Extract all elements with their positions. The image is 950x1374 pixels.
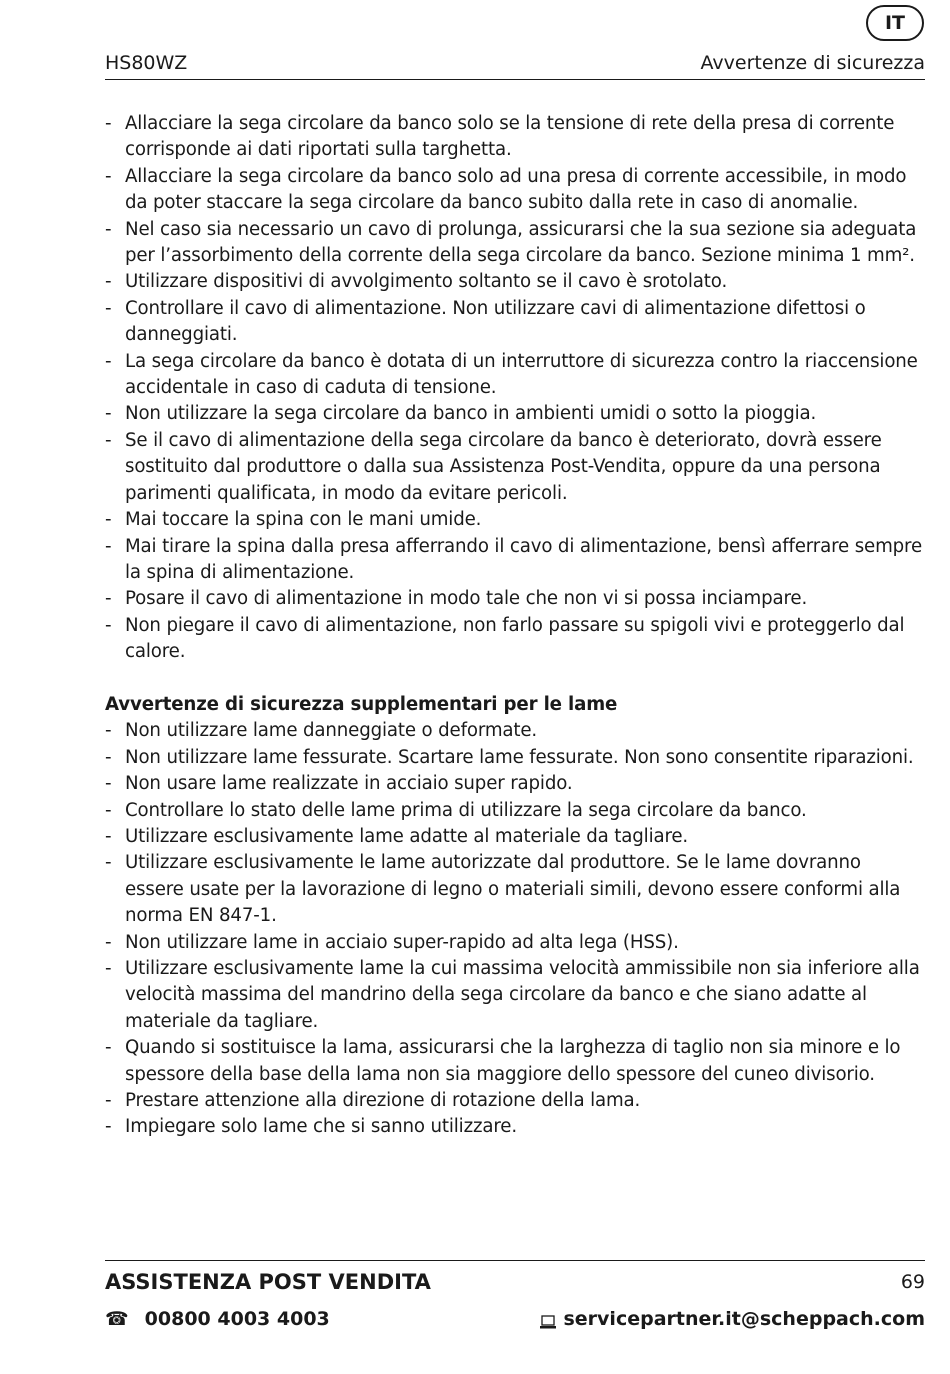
list-item: - Nel caso sia necessario un cavo di prolunga, assicurarsi che la sua sezione sia adeguata per l’assorbimento della corrente della sega circolare da banco. Sezione minima 1 mm². [105, 217, 925, 270]
header-section-title: Avvertenze di sicurezza [700, 52, 925, 74]
list-item: - Mai toccare la spina con le mani umide. [105, 507, 925, 533]
list-item: - Utilizzare esclusivamente lame la cui massima velocità ammissibile non sia inferiore alla velocità massima del mandrino della sega circolare da banco e che siano adatte al materiale da tagliare. [105, 956, 925, 1035]
list-item: - Posare il cavo di alimentazione in modo tale che non vi si possa inciampare. [105, 586, 925, 612]
laptop-icon [539, 1311, 557, 1327]
telephone-icon: ☎ [105, 1308, 129, 1330]
list-item: - Impiegare solo lame che si sanno utilizzare. [105, 1114, 925, 1140]
email-address[interactable]: servicepartner.it@scheppach.com [563, 1308, 925, 1330]
page-content [105, 111, 925, 1141]
header-model: HS80WZ [105, 52, 188, 74]
list-item: - Non utilizzare lame danneggiate o deformate. [105, 718, 925, 744]
list-item: - Prestare attenzione alla direzione di rotazione della lama. [105, 1088, 925, 1114]
footer-divider [105, 1260, 925, 1261]
page-number: 69 [900, 1271, 925, 1293]
list-item: - Quando si sostituisce la lama, assicurarsi che la larghezza di taglio non sia minore e lo spessore della base della lama non sia maggiore dello spessore del cuneo divisorio. [105, 1035, 925, 1088]
footer-phone [105, 1306, 330, 1332]
list-item: - Allacciare la sega circolare da banco solo ad una presa di corrente accessibile, in modo da poter staccare la sega circolare da banco subito dalla rete in caso di anomalie. [105, 164, 925, 217]
list-item: - Non utilizzare la sega circolare da banco in ambienti umidi o sotto la pioggia. [105, 401, 925, 427]
list-item: - Utilizzare esclusivamente lame adatte al materiale da tagliare. [105, 824, 925, 850]
footer-email [539, 1306, 925, 1332]
list-item: - Mai tirare la spina dalla presa afferrando il cavo di alimentazione, bensì afferrare sempre la spina di alimentazione. [105, 534, 925, 587]
list-item: - Non usare lame realizzate in acciaio super rapido. [105, 771, 925, 797]
list-item: - Non utilizzare lame in acciaio super-rapido ad alta lega (HSS). [105, 930, 925, 956]
list-item: - Allacciare la sega circolare da banco solo se la tensione di rete della presa di corrente corrisponde ai dati riportati sulla targhetta. [105, 111, 925, 164]
list-item: - Utilizzare esclusivamente le lame autorizzate dal produttore. Se le lame dovranno essere usate per la lavorazione di legno o materiali simili, devono essere conformi alla norma EN 847-1. [105, 850, 925, 929]
blade-section-heading: Avvertenze di sicurezza supplementari per le lame [105, 693, 618, 715]
list-item: - Non utilizzare lame fessurate. Scartare lame fessurate. Non sono consentite riparazioni. [105, 745, 925, 771]
language-badge: IT [866, 5, 924, 41]
list-item: - Non piegare il cavo di alimentazione, non farlo passare su spigoli vivi e proteggerlo dal calore. [105, 613, 925, 666]
phone-number: 00800 4003 4003 [144, 1308, 330, 1330]
list-item: - Controllare lo stato delle lame prima di utilizzare la sega circolare da banco. [105, 798, 925, 824]
list-item: - Utilizzare dispositivi di avvolgimento soltanto se il cavo è srotolato. [105, 269, 925, 295]
list-item: - La sega circolare da banco è dotata di un interruttore di sicurezza contro la riaccensione accidentale in caso di caduta di tensione. [105, 349, 925, 402]
header-divider [105, 79, 925, 80]
blade-warnings-list [105, 718, 925, 1141]
general-warnings-list [105, 111, 925, 666]
footer-title: ASSISTENZA POST VENDITA [105, 1270, 431, 1294]
list-item: - Controllare il cavo di alimentazione. Non utilizzare cavi di alimentazione difettosi o danneggiati. [105, 296, 925, 349]
list-item: - Se il cavo di alimentazione della sega circolare da banco è deteriorato, dovrà essere sostituito dal produttore o dalla sua Assistenza Post-Vendita, oppure da una persona parimenti qualificata, in modo da evitare pericoli. [105, 428, 925, 507]
